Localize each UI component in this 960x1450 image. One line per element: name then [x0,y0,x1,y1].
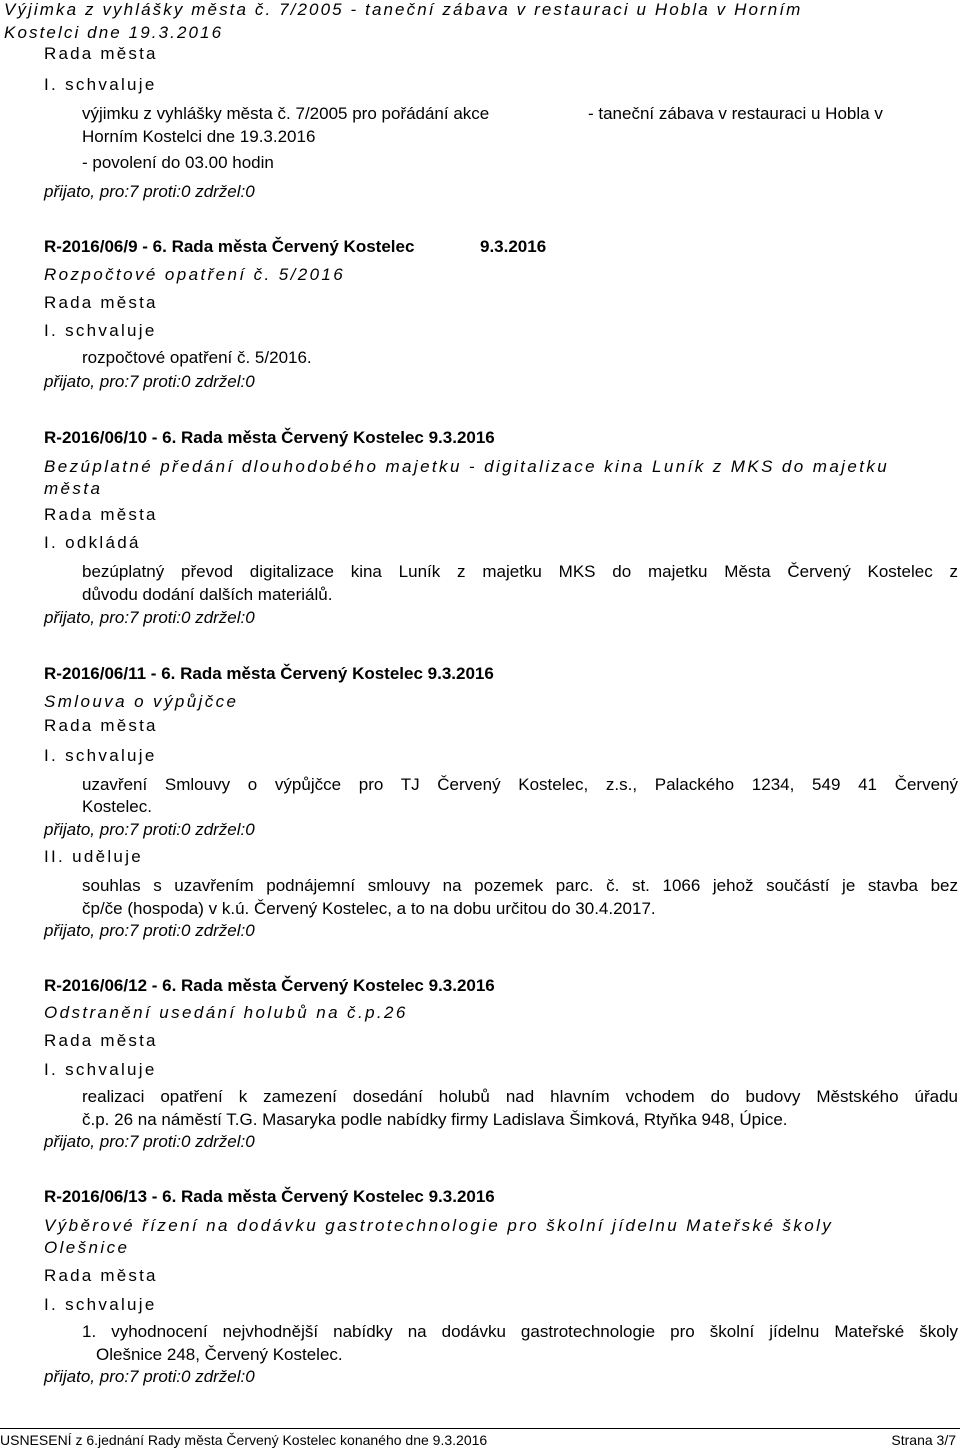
resolution-number: R-2016/06/11 - 6. Rada města Červený Kostelec 9.3.2016 [44,664,494,683]
resolution-text-line: Olešnice 248, Červený Kostelec. [96,1345,343,1364]
council-label: Rada města [44,1031,158,1050]
council-label: Rada města [44,1266,158,1285]
resolution-text-line: bezúplatný převod digitalizace kina Luník z majetku MKS do majetku Města Červený Kostelec z [82,562,958,581]
footer-page-number: Strana 3/7 [891,1432,956,1448]
vote-result: přijato, pro:7 proti:0 zdržel:0 [44,1132,255,1151]
resolution-number: R-2016/06/10 - 6. Rada města Červený Kostelec 9.3.2016 [44,428,495,447]
action-approves: I. schvaluje [44,1060,157,1079]
page-footer [0,1428,960,1450]
resolution-title: Odstranění usedání holubů na č.p.26 [44,1003,408,1022]
resolution-text-line: Kostelec. [82,797,152,816]
resolution-text-line: 1. vyhodnocení nejvhodnější nabídky na dodávku gastrotechnologie pro školní jídelnu Mateřské školy [82,1322,958,1341]
resolution-text-line: důvodu dodání dalších materiálů. [82,585,333,604]
action-approves: I. schvaluje [44,75,157,94]
resolution-title-line-2: Kostelci dne 19.3.2016 [4,23,224,42]
resolution-text-line: rozpočtové opatření č. 5/2016. [82,348,312,367]
resolution-title: města [44,479,103,498]
resolution-text-line: - povolení do 03.00 hodin [82,153,274,172]
resolution-title-line-1: Výjimka z vyhlášky města č. 7/2005 - taneční zábava v restauraci u Hobla v Horním [4,0,803,19]
resolution-title: Olešnice [44,1238,130,1257]
council-label: Rada města [44,716,158,735]
resolution-number: R-2016/06/13 - 6. Rada města Červený Kostelec 9.3.2016 [44,1187,495,1206]
resolution-text-line: čp/če (hospoda) v k.ú. Červený Kostelec, a to na dobu určitou do 30.4.2017. [82,899,656,918]
action-approves: I. schvaluje [44,746,157,765]
action-approves: I. schvaluje [44,1295,157,1314]
resolution-number: R-2016/06/12 - 6. Rada města Červený Kostelec 9.3.2016 [44,976,495,995]
council-label: Rada města [44,44,158,63]
resolution-title: Výběrové řízení na dodávku gastrotechnologie pro školní jídelnu Mateřské školy [44,1216,834,1235]
resolution-text-line: souhlas s uzavřením podnájemní smlouvy na pozemek parc. č. st. 1066 jehož součástí je stavba bez [82,876,958,895]
resolution-title-top [4,0,944,44]
resolution-text-line: výjimku z vyhlášky města č. 7/2005 pro pořádání akce [82,104,490,123]
resolution-text-line: - taneční zábava v restauraci u Hobla v [588,104,883,123]
resolution-title: Smlouva o výpůjčce [44,692,239,711]
resolution-date: 9.3.2016 [480,237,547,256]
footer-document-title: USNESENÍ z 6.jednání Rady města Červený Kostelec konaného dne 9.3.2016 [0,1432,488,1448]
action-grants: II. uděluje [44,847,144,866]
vote-result: přijato, pro:7 proti:0 zdržel:0 [44,608,255,627]
resolution-title: Rozpočtové opatření č. 5/2016 [44,265,346,284]
resolution-text-line: Horním Kostelci dne 19.3.2016 [82,127,316,146]
vote-result: přijato, pro:7 proti:0 zdržel:0 [44,820,255,839]
resolution-text-line: č.p. 26 na náměstí T.G. Masaryka podle nabídky firmy Ladislava Šimková, Rtyňka 948, Úpice. [82,1110,788,1129]
vote-result: přijato, pro:7 proti:0 zdržel:0 [44,1367,255,1386]
action-approves: I. schvaluje [44,321,157,340]
vote-result: přijato, pro:7 proti:0 zdržel:0 [44,372,255,391]
council-label: Rada města [44,505,158,524]
vote-result: přijato, pro:7 proti:0 zdržel:0 [44,921,255,940]
resolution-text-line: uzavření Smlouvy o výpůjčce pro TJ Červený Kostelec, z.s., Palackého 1234, 549 41 Červený [82,775,958,794]
resolution-number: R-2016/06/9 - 6. Rada města Červený Kostelec [44,237,415,256]
action-postpones: I. odkládá [44,533,141,552]
resolution-text-line: realizaci opatření k zamezení dosedání holubů nad hlavním vchodem do budovy Městského úřadu [82,1087,958,1106]
vote-result: přijato, pro:7 proti:0 zdržel:0 [44,182,255,201]
council-label: Rada města [44,293,158,312]
resolution-title: Bezúplatné předání dlouhodobého majetku - digitalizace kina Luník z MKS do majetku [44,457,890,476]
